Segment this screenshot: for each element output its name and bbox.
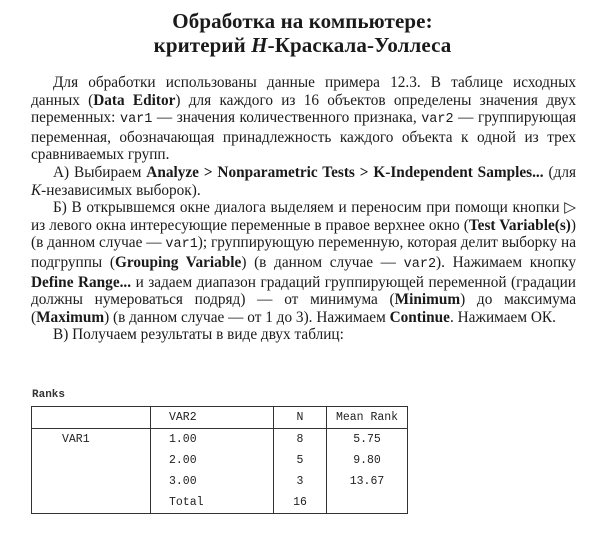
text: ) (в данном случае —	[241, 253, 404, 271]
term-grouping-variable: Grouping Variable	[114, 253, 242, 271]
term-minimum: Minimum	[394, 291, 461, 309]
text: ) до максимума (	[31, 291, 576, 326]
term-data-editor: Data Editor	[93, 91, 176, 109]
text: — значения количественного признака,	[152, 109, 422, 127]
ranks-table	[31, 406, 408, 514]
var-name: var1	[119, 112, 153, 128]
table-cell	[327, 492, 408, 514]
table-cell: 5.75	[327, 429, 408, 451]
text: -независимых выборок).	[41, 181, 201, 199]
text: из левого окна интересующие переменные в правое верхнее окно (	[31, 216, 469, 234]
table-cell: 9.80	[327, 450, 408, 471]
table-cell: 8	[274, 429, 327, 451]
arrow-icon: ▷	[564, 199, 576, 217]
term-define-range: Define Range...	[31, 273, 132, 291]
table-cell: 13.67	[327, 471, 408, 492]
term-continue: Continue	[389, 308, 450, 326]
table-cell: Total	[151, 492, 274, 514]
text: ) (в данном случае —	[31, 216, 576, 252]
ranks-caption: Ranks	[32, 389, 66, 401]
table-cell	[32, 471, 151, 492]
var-name: var2	[421, 112, 454, 128]
header-cell: N	[274, 407, 327, 429]
table-cell: 1.00	[151, 429, 274, 451]
paragraph-step-a	[31, 164, 576, 199]
text: Для обработки использованы данные примера 12.3. В таблице исходных данных (	[31, 74, 576, 109]
table-row	[32, 429, 408, 451]
table-cell	[32, 492, 151, 514]
table-header-row	[32, 407, 408, 429]
text: ) для каждого из 16 объектов определены значения двух переменных:	[31, 91, 576, 127]
paragraph-step-c: В) Получаем результаты в виде двух таблиц:	[53, 326, 344, 344]
title-h-letter: Н	[251, 33, 268, 57]
text: (для	[543, 163, 576, 181]
text: ). Нажимаем кнопку	[436, 253, 577, 271]
term-maximum: Maximum	[36, 308, 105, 326]
title-text: критерий	[153, 33, 252, 57]
text: — группирующая переменная, обозначающая принадлежность каждого объекта к одной из трех сравниваемых групп.	[31, 109, 576, 164]
italic-k: К	[31, 181, 42, 199]
table-cell	[32, 450, 151, 471]
title-text: -Краскала-Уоллеса	[267, 33, 452, 57]
table-row	[32, 450, 408, 471]
table-row	[32, 492, 408, 514]
paragraph-step-b	[31, 199, 576, 326]
table-cell: 3.00	[151, 471, 274, 492]
table-cell: VAR1	[32, 429, 151, 451]
var-name: var1	[165, 237, 198, 253]
body-text	[31, 74, 576, 344]
paragraph-intro	[31, 74, 576, 164]
text: ); группирующую переменную, которая делит выборку на подгруппы (	[31, 234, 576, 271]
var-name: var2	[403, 256, 437, 272]
title-line-1: Обработка на компьютере:	[172, 9, 433, 33]
text: А) Выбираем	[53, 163, 147, 181]
text: Б) В открывшемся окне диалога выделяем и переносим при помощи кнопки	[53, 199, 565, 217]
header-cell: VAR2	[151, 407, 274, 429]
term-test-variables: Test Variable(s)	[468, 216, 571, 234]
table-cell: 5	[274, 450, 327, 471]
title-line-2	[0, 33, 605, 58]
table-cell: 2.00	[151, 450, 274, 471]
header-cell: Mean Rank	[327, 407, 408, 429]
table-row	[32, 471, 408, 492]
header-cell	[32, 407, 151, 429]
text: ) (в данном случае — от 1 до 3). Нажимаем	[104, 308, 390, 326]
table-cell: 3	[274, 471, 327, 492]
text: и задаем диапазон градаций группирующей переменной (градации должны нумероваться подряд) — от минимума (	[31, 273, 576, 309]
table-cell: 16	[274, 492, 327, 514]
text: . Нажимаем ОК.	[449, 308, 556, 326]
menu-path: Analyze > Nonparametric Tests > K-Independent Samples...	[146, 163, 544, 181]
